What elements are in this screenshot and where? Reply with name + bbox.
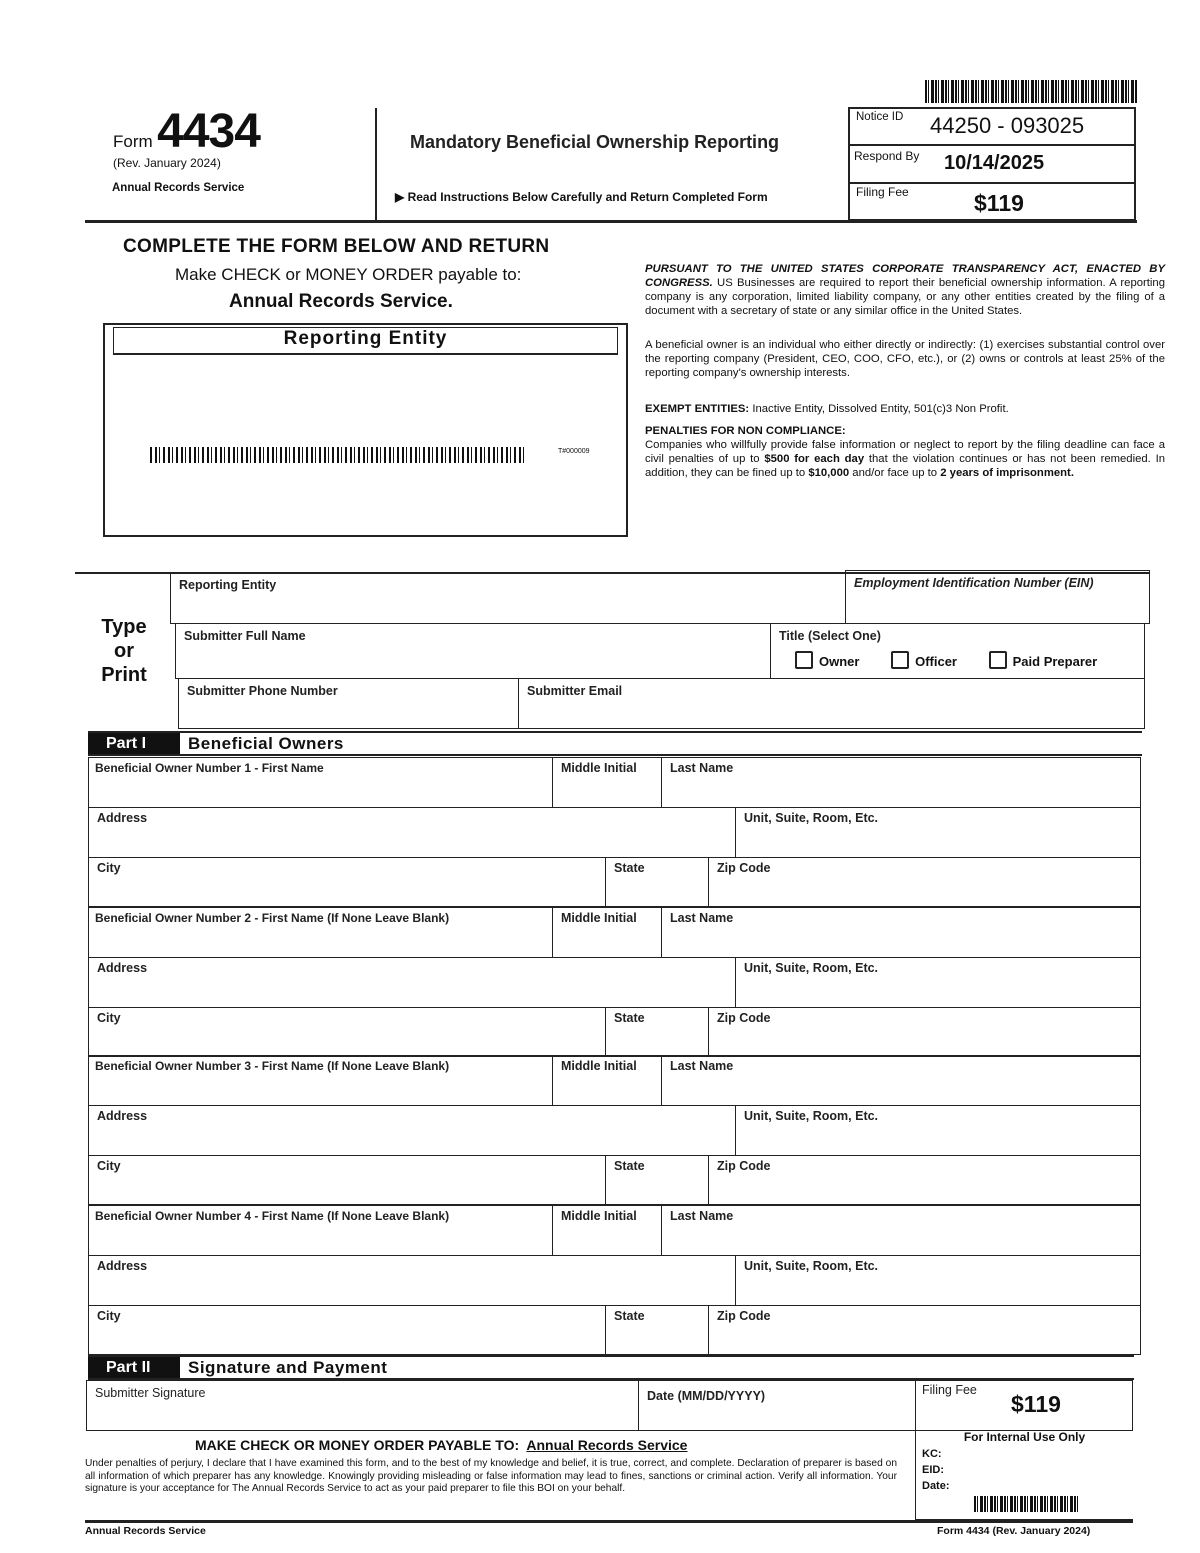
address-field[interactable] xyxy=(88,807,736,858)
field-label: Unit, Suite, Room, Etc. xyxy=(744,961,879,975)
tracking-code: T#000009 xyxy=(558,448,590,455)
footer-issuer: Annual Records Service xyxy=(85,1525,206,1537)
field-label: Middle Initial xyxy=(561,1059,637,1073)
city-field[interactable] xyxy=(88,857,606,907)
field-label: Zip Code xyxy=(717,1309,771,1323)
city-field[interactable] xyxy=(88,1155,606,1205)
field-label: Last Name xyxy=(670,761,734,775)
last-name-field[interactable] xyxy=(661,1055,1141,1106)
reporting-entity-box[interactable] xyxy=(103,323,628,537)
postal-barcode xyxy=(150,447,525,463)
field-label: Middle Initial xyxy=(561,1209,637,1223)
first-name-field[interactable] xyxy=(88,1055,553,1106)
middle-initial-field[interactable] xyxy=(552,907,662,958)
owner-checkbox[interactable] xyxy=(795,654,859,669)
part-title: Beneficial Owners xyxy=(188,734,344,753)
first-name-field[interactable] xyxy=(88,907,553,958)
type-word: Type xyxy=(101,616,147,638)
field-label: Middle Initial xyxy=(561,761,637,775)
header-rule xyxy=(85,220,1137,223)
penalty-prison: 2 years of imprisonment. xyxy=(940,467,1074,479)
exempt-label: EXEMPT ENTITIES: xyxy=(645,403,750,415)
kc-label: KC: xyxy=(922,1448,942,1460)
respond-by: 10/14/2025 xyxy=(944,152,1045,174)
penalties-text-2: that the violation continues or has not been remedied. In addition, they can be fined up to xyxy=(645,453,1165,479)
field-label: Last Name xyxy=(670,911,734,925)
barcode-internal xyxy=(974,1496,1079,1512)
field-label: Date (MM/DD/YYYY) xyxy=(647,1389,766,1403)
field-label: Beneficial Owner Number 1 - First Name xyxy=(95,761,324,775)
middle-initial-field[interactable] xyxy=(552,1205,662,1256)
internal-use-box xyxy=(915,1430,1133,1520)
unit-field[interactable] xyxy=(735,1105,1141,1156)
date-field[interactable] xyxy=(638,1380,916,1431)
field-label: Unit, Suite, Room, Etc. xyxy=(744,1259,879,1273)
city-field[interactable] xyxy=(88,1305,606,1355)
field-label: City xyxy=(97,1309,121,1323)
part-label: Part I xyxy=(88,733,180,754)
notice-text xyxy=(645,262,1165,480)
declaration: Under penalties of perjury, I declare that I have examined this form, and to the best of my knowledge and belief, it is true, correct, and complete. Declaration of preparer is based on all information of which preparer has any knowledge. Knowingly providing misleading or false information may lead to fines, sanctions or criminal action. Verify all information. Your signature is your acceptance for The Annual Records Service to act as your paid preparer to file this BOI on your behalf. xyxy=(85,1458,897,1494)
city-field[interactable] xyxy=(88,1007,606,1057)
exempt-body: Inactive Entity, Dissolved Entity, 501(c)3 Non Profit. xyxy=(749,403,1009,415)
issuer: Annual Records Service xyxy=(112,182,245,194)
field-label: State xyxy=(614,1159,645,1173)
form-word: Form xyxy=(113,132,153,151)
divider xyxy=(375,108,377,221)
field-label: Filing Fee xyxy=(922,1383,977,1397)
reporting-entity-field[interactable] xyxy=(170,572,846,624)
penalty-fine: $10,000 xyxy=(808,467,850,479)
field-label: Beneficial Owner Number 3 - First Name (If None Leave Blank) xyxy=(95,1059,450,1073)
penalties-text-3: and/or face up to xyxy=(849,467,941,479)
field-label: State xyxy=(614,861,645,875)
unit-field[interactable] xyxy=(735,1255,1141,1306)
part-label: Part II xyxy=(88,1357,180,1378)
payable-line: Make CHECK or MONEY ORDER payable to: xyxy=(175,265,522,284)
form-number-block xyxy=(113,105,260,158)
last-name-field[interactable] xyxy=(661,757,1141,808)
field-label: Submitter Full Name xyxy=(184,629,306,643)
entity-box-title: Reporting Entity xyxy=(113,327,618,355)
fee-box xyxy=(915,1380,1133,1431)
print-word: Print xyxy=(101,664,147,686)
payable-heading xyxy=(195,1437,687,1453)
field-label: Zip Code xyxy=(717,861,771,875)
field-label: State xyxy=(614,1011,645,1025)
footer-form: Form 4434 (Rev. January 2024) xyxy=(937,1525,1091,1537)
paid-preparer-checkbox[interactable] xyxy=(989,654,1098,669)
first-name-field[interactable] xyxy=(88,1205,553,1256)
field-label: Address xyxy=(97,811,148,825)
beneficial-owner-definition: A beneficial owner is an individual who either directly or indirectly: (1) exercises substantial control over the reporting company (President, CEO, COO, CFO, etc.), or (2) owns or controls at least 25% of the reporting company's ownership interests. xyxy=(645,339,1165,379)
address-field[interactable] xyxy=(88,957,736,1008)
field-label: Zip Code xyxy=(717,1011,771,1025)
email-field[interactable] xyxy=(518,678,1145,729)
date-label: Date: xyxy=(922,1480,950,1492)
internal-title: For Internal Use Only xyxy=(963,1430,1086,1444)
field-label: Submitter Phone Number xyxy=(187,684,338,698)
penalties-text: Companies who willfully provide false information or neglect to report by the filing deadline can face a civil penalties of up to xyxy=(645,439,1165,465)
eid-label: EID: xyxy=(922,1464,944,1476)
zip-field[interactable] xyxy=(708,857,1141,907)
field-label: City xyxy=(97,1159,121,1173)
field-label: Address xyxy=(97,1259,148,1273)
part2-header xyxy=(88,1355,1134,1380)
fee-value: $119 xyxy=(1011,1391,1061,1417)
field-label: Beneficial Owner Number 4 - First Name (If None Leave Blank) xyxy=(95,1209,450,1223)
signature-field[interactable] xyxy=(86,1380,639,1431)
option-label: Officer xyxy=(915,654,957,669)
or-word: or xyxy=(114,640,134,662)
field-label: City xyxy=(97,1011,121,1025)
state-field[interactable] xyxy=(605,857,709,907)
field-label: Zip Code xyxy=(717,1159,771,1173)
type-or-print xyxy=(100,615,148,687)
phone-field[interactable] xyxy=(178,678,519,729)
penalty-daily: $500 for each day xyxy=(764,453,865,465)
state-field[interactable] xyxy=(605,1007,709,1057)
field-label: Beneficial Owner Number 2 - First Name (If None Leave Blank) xyxy=(95,911,450,925)
form-number: 4434 xyxy=(157,105,260,158)
option-label: Paid Preparer xyxy=(1012,654,1098,669)
ein-field[interactable] xyxy=(845,570,1150,624)
barcode-top xyxy=(925,80,1138,103)
field-label: Title (Select One) xyxy=(779,629,881,643)
field-label: Middle Initial xyxy=(561,911,637,925)
payable-label: MAKE CHECK OR MONEY ORDER PAYABLE TO: xyxy=(195,1437,520,1453)
revision: (Rev. January 2024) xyxy=(113,156,221,170)
field-label: Last Name xyxy=(670,1059,734,1073)
field-label: Unit, Suite, Room, Etc. xyxy=(744,811,879,825)
field-label: Unit, Suite, Room, Etc. xyxy=(744,1109,879,1123)
address-field[interactable] xyxy=(88,1255,736,1306)
notice-id-label: Notice ID xyxy=(856,111,904,123)
officer-checkbox[interactable] xyxy=(891,654,957,669)
field-label: City xyxy=(97,861,121,875)
field-label: Reporting Entity xyxy=(179,578,277,592)
zip-field[interactable] xyxy=(708,1007,1141,1057)
penalties-label: PENALTIES FOR NON COMPLIANCE: xyxy=(645,425,846,437)
notice-box xyxy=(848,107,1136,221)
zip-field[interactable] xyxy=(708,1305,1141,1355)
complete-heading: COMPLETE THE FORM BELOW AND RETURN xyxy=(123,236,550,257)
field-label: Employment Identification Number (EIN) xyxy=(854,576,1094,590)
unit-field[interactable] xyxy=(735,957,1141,1008)
payee: Annual Records Service. xyxy=(229,291,453,312)
address-field[interactable] xyxy=(88,1105,736,1156)
middle-initial-field[interactable] xyxy=(552,1055,662,1106)
first-name-field[interactable] xyxy=(88,757,553,808)
state-field[interactable] xyxy=(605,1305,709,1355)
filing-fee-label: Filing Fee xyxy=(856,185,909,199)
field-label: Submitter Email xyxy=(527,684,623,698)
field-label: Submitter Signature xyxy=(95,1386,206,1400)
payable-name: Annual Records Service xyxy=(526,1437,688,1453)
instruction: ▶ Read Instructions Below Carefully and Return Completed Form xyxy=(395,190,768,204)
field-label: Last Name xyxy=(670,1209,734,1223)
unit-field[interactable] xyxy=(735,807,1141,858)
state-field[interactable] xyxy=(605,1155,709,1205)
form-title: Mandatory Beneficial Ownership Reporting xyxy=(410,132,780,152)
last-name-field[interactable] xyxy=(661,907,1141,958)
respond-by-label: Respond By xyxy=(854,149,920,163)
part1-header xyxy=(88,731,1142,756)
zip-field[interactable] xyxy=(708,1155,1141,1205)
notice-lead: PURSUANT TO THE UNITED STATES CORPORATE TRANSPARENCY ACT, ENACTED BY CONGRESS. xyxy=(645,263,1165,289)
title-select xyxy=(770,623,1145,679)
field-label: Address xyxy=(97,961,148,975)
notice-id: 44250 - 093025 xyxy=(930,113,1085,138)
bottom-rule xyxy=(85,1520,1133,1523)
submitter-name-field[interactable] xyxy=(175,623,771,679)
field-label: Address xyxy=(97,1109,148,1123)
notice-body: US Businesses are required to report their beneficial ownership information. A reporting company is any corporation, limited liability company, or any other entities created by the filing of a document with a secretary of state or any similar office in the United States. xyxy=(645,277,1165,317)
part-title: Signature and Payment xyxy=(188,1358,388,1377)
last-name-field[interactable] xyxy=(661,1205,1141,1256)
middle-initial-field[interactable] xyxy=(552,757,662,808)
filing-fee: $119 xyxy=(974,190,1024,216)
field-label: State xyxy=(614,1309,645,1323)
option-label: Owner xyxy=(819,654,860,669)
